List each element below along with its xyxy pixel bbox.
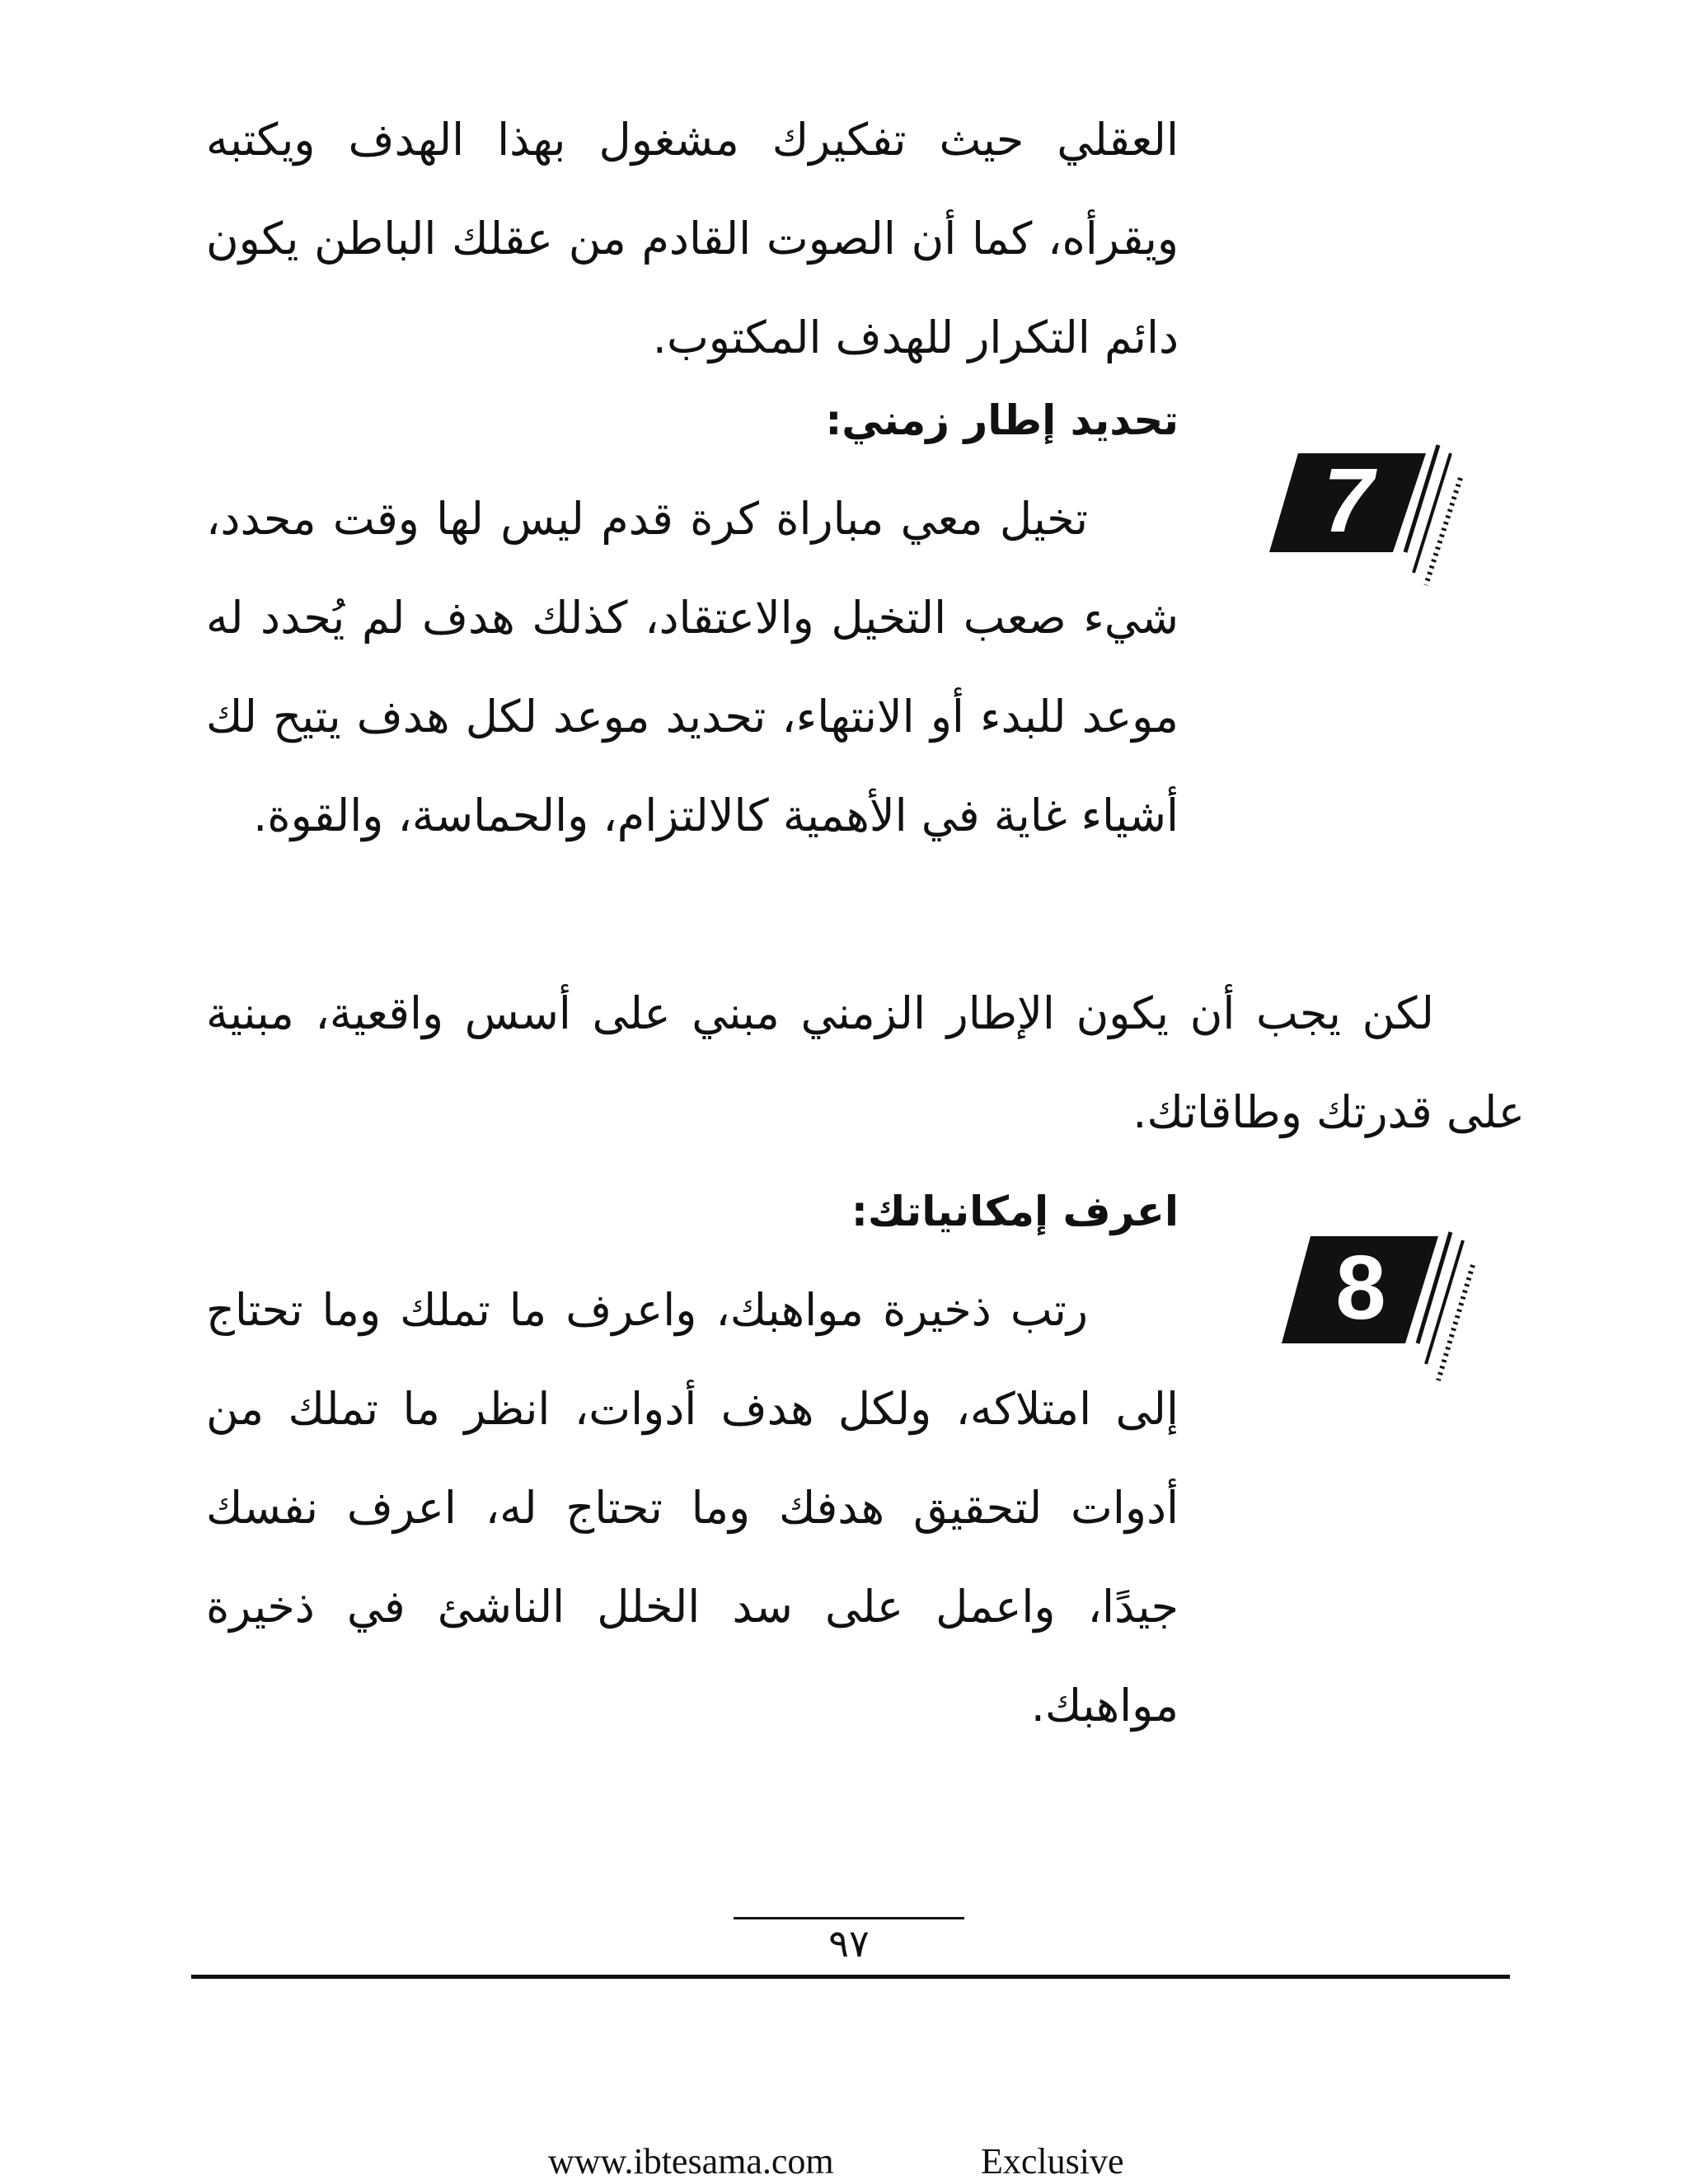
number-badge-icon (1282, 1220, 1496, 1418)
section-7-body: تخيل معي مباراة كرة قدم ليس لها وقت محدد، شيء صعب التخيل والاعتقاد، كذلك هدف لم يُحدد له موعد للبدء أو الانتهاء، تحديد موعد لكل هدف يتيح لك أشياء غاية في الأهمية كالالتزام، والحماسة، والقوة. (206, 493, 1179, 841)
section-8-heading: اعرف إمكانياتك: (851, 1188, 1179, 1235)
footer-label: Exclusive (981, 2141, 1124, 2182)
section-8-body: رتب ذخيرة مواهبك، واعرف ما تملك وما تحتاج إلى امتلاكه، ولكل هدف أدوات، انظر ما تملك من أدوات لتحقيق هدفك وما تحتاج له، اعرف نفسك جيدًا، واعمل على سد الخلل الناشئ في ذخيرة مواهبك. (206, 1284, 1179, 1732)
section-8-badge (1282, 1220, 1496, 1418)
number-badge-icon (1269, 429, 1484, 626)
section-7-number: 7 (1323, 450, 1374, 551)
paragraph-top: العقلي حيث تفكيرك مشغول بهذا الهدف ويكتبه ويقرأه، كما أن الصوت القادم من عقلك الباطن يكون دائم التكرار للهدف المكتوب. (206, 114, 1179, 363)
page-number-rule (734, 1917, 964, 1919)
paragraph-middle: لكن يجب أن يكون الإطار الزمني مبني على أسس واقعية، مبنية على قدرتك وطاقاتك. (206, 987, 1525, 1138)
footer-website: www.ibtesama.com (548, 2141, 834, 2182)
footer-rule (191, 1975, 1510, 1979)
page-number: ٩٧ (828, 1921, 870, 1966)
section-7-badge (1269, 429, 1484, 626)
section-8-number: 8 (1335, 1237, 1386, 1338)
section-7-heading: تحديد إطار زمني: (825, 396, 1179, 444)
